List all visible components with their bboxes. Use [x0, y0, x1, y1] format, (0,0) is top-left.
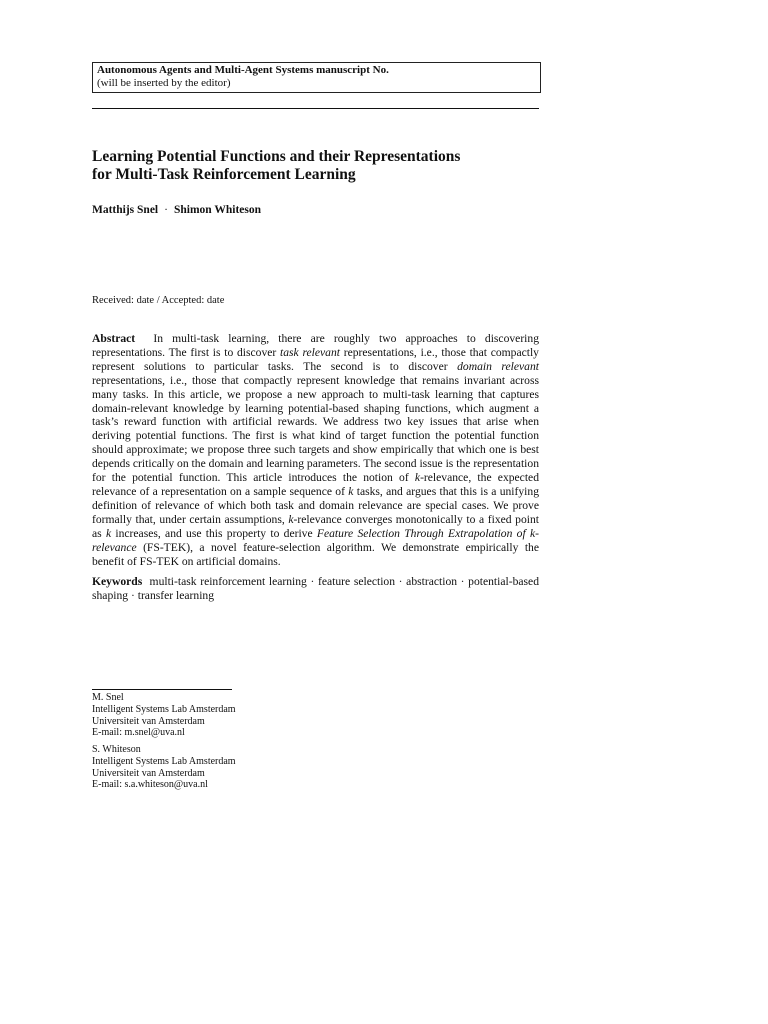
- math-k: k: [348, 484, 354, 498]
- title-line-1: Learning Potential Functions and their Representations: [92, 148, 461, 165]
- affiliation-lab: Intelligent Systems Lab Amsterdam: [92, 755, 236, 767]
- affiliation-name: S. Whiteson: [92, 744, 141, 755]
- affiliation-university: Universiteit van Amsterdam: [92, 767, 205, 779]
- affiliation-university: Universiteit van Amsterdam: [92, 715, 205, 727]
- algorithm-name-text: Feature Selection Through Extrapolation of: [316, 526, 526, 540]
- received-accepted-line: Received: date / Accepted: date: [92, 295, 225, 306]
- abstract-text-5: tasks, and argues that this is a unifying definition of relevance of which both task and domain relevance are special cases. We prove formally that, under certain assumptions,: [92, 484, 539, 526]
- keywords-label: Keywords: [92, 575, 143, 588]
- author-separator: ·: [164, 204, 168, 216]
- term-domain-relevant: domain relevant: [457, 359, 539, 373]
- editor-note: (will be inserted by the editor): [97, 77, 231, 89]
- abstract: [92, 332, 539, 568]
- footnote-rule: [92, 689, 232, 690]
- math-k: k: [105, 526, 112, 540]
- title-line-2: for Multi-Task Reinforcement Learning: [92, 166, 356, 183]
- author-whiteson: Shimon Whiteson: [173, 204, 261, 216]
- abstract-text-8: (FS-TEK), a novel feature-selection algorithm. We demonstrate empirically the benefit of FS-TEK on artificial domains.: [92, 540, 539, 568]
- author-snel: Matthijs Snel: [92, 204, 159, 216]
- abstract-text-3: representations, i.e., those that compactly represent knowledge that remains invariant across many tasks. In this article, we propose a new approach to multi-task learning that captures domain-relevant knowledge by learning potential-based shaping functions, which augment a task’s reward function with artificial rewards. We address two key issues that arise when deriving potential functions. The first is what kind of target function the potential function should approximate; we propose three such targets and show empirically that which one is best depends critically on the domain and learning parameters. The second issue is the representation for the potential function. This article introduces the notion of: [92, 373, 539, 485]
- algorithm-name-suffix: -relevance: [92, 526, 540, 554]
- abstract-text-4: -relevance, the expected relevance of a representation on a sample sequence of: [92, 471, 539, 498]
- journal-name: Autonomous Agents and Multi-Agent Systems manuscript No.: [97, 64, 389, 76]
- affiliation-lab: Intelligent Systems Lab Amsterdam: [92, 703, 236, 715]
- affiliation-email: E-mail: m.snel@uva.nl: [92, 727, 185, 739]
- math-k: k: [529, 526, 536, 540]
- abstract-text-7: increases, and use this property to derive: [115, 526, 313, 540]
- author-list: [92, 203, 539, 217]
- keywords: [92, 575, 539, 603]
- affiliation-snel: [92, 692, 392, 739]
- affiliation-name: M. Snel: [92, 692, 124, 703]
- abstract-label: Abstract: [92, 332, 136, 345]
- keywords-text: multi-task reinforcement learning · feature selection · abstraction · potential-based shaping · transfer learning: [92, 575, 540, 602]
- header-rule: [92, 108, 539, 109]
- affiliation-email: E-mail: s.a.whiteson@uva.nl: [92, 779, 208, 791]
- paper-title: [92, 148, 539, 184]
- abstract-text-1: In multi-task learning, there are roughly two approaches to discovering representations. The first is to discover: [92, 332, 539, 359]
- math-k: k: [414, 471, 421, 485]
- affiliation-whiteson: [92, 744, 392, 791]
- math-k: k: [288, 512, 294, 526]
- term-task-relevant: task relevant: [280, 345, 340, 359]
- journal-header-box: [92, 62, 541, 93]
- abstract-text-6: -relevance converges monotonically to a fixed point as: [92, 512, 539, 540]
- abstract-text-2: representations, i.e., those that compactly represent solutions to particular tasks. The second is to discover: [92, 345, 539, 373]
